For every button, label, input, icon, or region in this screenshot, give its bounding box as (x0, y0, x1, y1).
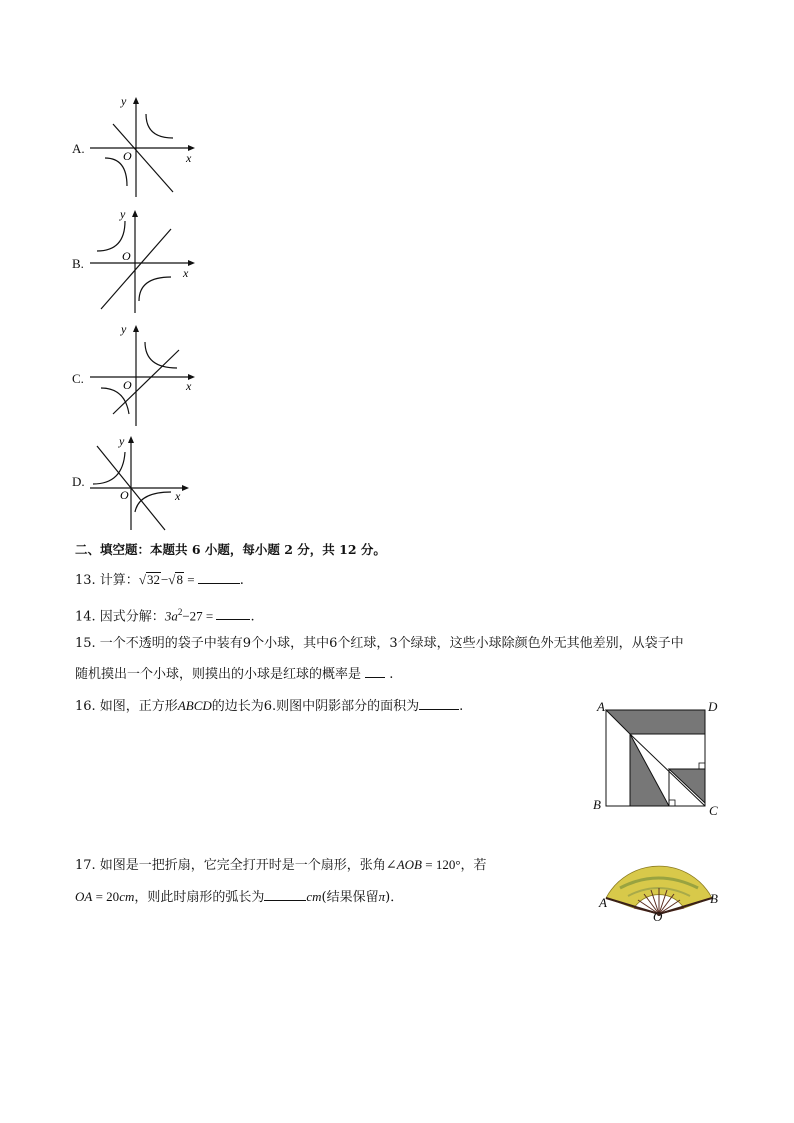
option-d-label: D. (72, 474, 85, 489)
q13-minus: − (160, 572, 169, 587)
q17-oa: OA (75, 889, 93, 904)
question-13: 13. 计算：√32−√8 = . (75, 572, 244, 588)
origin-label: O (120, 488, 129, 502)
q17-note: (结果保留 (321, 890, 379, 905)
q16-square-name: ABCD (177, 698, 212, 713)
q13-radicand-2: 8 (176, 572, 183, 587)
q15-answer-blank[interactable] (365, 664, 385, 678)
q13-end: . (239, 573, 244, 588)
q16-label-a: A (597, 699, 605, 714)
option-c-label: C. (72, 371, 84, 386)
y-axis-label: y (121, 322, 127, 336)
q16-label-b: B (593, 797, 601, 812)
q17-line-1-text: 17. 如图是一把折扇，它完全打开时是一个扇形，张角∠ (75, 858, 397, 873)
option-d-graph (85, 432, 200, 532)
q17-note-end: )． (385, 890, 404, 905)
q14-expr: 3a (164, 608, 178, 624)
q16-label-d: D (708, 699, 718, 714)
y-axis-label: y (119, 434, 125, 448)
option-a-graph (85, 92, 200, 202)
option-b-label: B. (72, 256, 84, 271)
question-15-line-1: 15. 一个不透明的袋子中装有9个小球，其中6个红球，3个绿球，这些小球除颜色外无其他差别，从袋子中 (75, 636, 684, 651)
q13-radicand-1: 32 (146, 572, 160, 587)
q13-prefix: 13. 计算： (75, 573, 139, 588)
q16-square-figure (605, 709, 707, 808)
origin-label: O (123, 149, 132, 163)
q17-line-2-text: ，则此时扇形的弧长为 (134, 890, 265, 905)
q17-unit-2: cm (306, 889, 322, 904)
q17-line-1-end: = 120°，若 (421, 857, 487, 872)
q14-prefix: 14. 因式分解： (75, 609, 165, 625)
question-17-line-2 (75, 887, 403, 908)
q17-label-a: A (599, 895, 607, 910)
x-axis-label: x (186, 151, 192, 165)
q15-line-2-text: 随机摸出一个小球，则摸出的小球是红球的概率是 (75, 667, 362, 682)
q16-answer-blank[interactable] (419, 696, 459, 710)
q17-unit-1: cm (119, 889, 135, 904)
q17-angle: AOB (396, 857, 422, 872)
q14-rest: −27 = (182, 608, 217, 624)
y-axis-label: y (121, 94, 127, 108)
q17-length: = 20 (92, 889, 120, 904)
x-axis-label: x (186, 379, 192, 393)
section-title: 二、填空题：本题共 6 小题，每小题 2 分，共 12 分。 (75, 542, 386, 557)
q16-label-c: C (709, 803, 718, 818)
q17-pi: π (378, 889, 386, 904)
question-16 (75, 696, 463, 717)
q15-end: . (389, 667, 394, 682)
x-axis-label: x (183, 266, 189, 280)
q16-end: . (459, 699, 464, 714)
option-c-graph (85, 320, 200, 430)
question-17-line-1 (75, 855, 487, 876)
y-axis-label: y (120, 207, 126, 221)
q14-exponent: 2 (177, 607, 183, 617)
q13-answer-blank[interactable] (198, 570, 240, 584)
origin-label: O (122, 249, 131, 263)
q16-mid: 的边长为6.则图中阴影部分的面积为 (211, 699, 420, 714)
q14-answer-blank[interactable] (216, 606, 250, 620)
origin-label: O (123, 378, 132, 392)
question-14 (75, 602, 255, 627)
q14-end: . (250, 609, 255, 625)
q17-answer-blank[interactable] (264, 887, 306, 901)
q16-prefix: 16. 如图，正方形 (75, 699, 178, 714)
q13-equals: = (183, 572, 198, 587)
q17-label-b: B (710, 891, 718, 906)
option-a-label: A. (72, 141, 85, 156)
question-15-line-2 (75, 664, 393, 685)
x-axis-label: x (175, 489, 181, 503)
option-b-graph (85, 205, 200, 317)
q17-label-o: O (653, 909, 663, 924)
